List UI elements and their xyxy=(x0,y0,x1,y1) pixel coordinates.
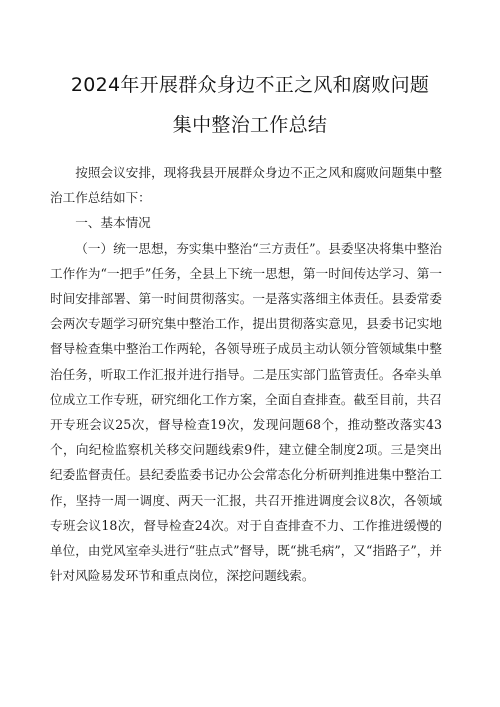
document-title-line1: 2024年开展群众身边不正之风和腐败问题 xyxy=(70,74,430,96)
intro-paragraph: 按照会议安排，现将我县开展群众身边不正之风和腐败问题集中整治工作总结如下： xyxy=(50,165,442,206)
body-paragraph: （一）统一思想，夯实集中整治“三方责任”。县委坚决将集中整治工作作为“一把手”任务，全县上下统一思想，第一时间传达学习、第一时间安排部署、第一时间贯彻落实。一是落实落细主体责任。县委常委会两次专题学习研究集中整治工作，提出贯彻落实意见，县委书记实地督导检查集中整治工作两轮，各领导班子成员主动认领分管领域集中整治任务，听取工作汇报并进行指导。二是压实部门监管责任。各牵头单位成立工作专班，研究细化工作方案，全面自查排查。截至目前，共召开专班会议25次，督导检查19次，发现问题68个，推动整改落实43个，向纪检监察机关移交问题线索9件，建立健全制度2项。三是突出纪委监督责任。县纪委监委书记办公会常态化分析研判推进集中整治工作，坚持一周一调度、两天一汇报，共召开推进调度会议8次，各领域专班会议18次，督导检查24次。对于自查排查不力、工作推进缓慢的单位，由党风室牵头进行“驻点式”督导，既“挑毛病”，又“指路子”，并针对风险易发环节和重点岗位，深挖问题线索。 xyxy=(50,240,442,584)
section-heading: 一、基本情况 xyxy=(75,215,151,231)
document-title-line2: 集中整治工作总结 xyxy=(172,114,328,136)
document-body xyxy=(50,160,442,588)
